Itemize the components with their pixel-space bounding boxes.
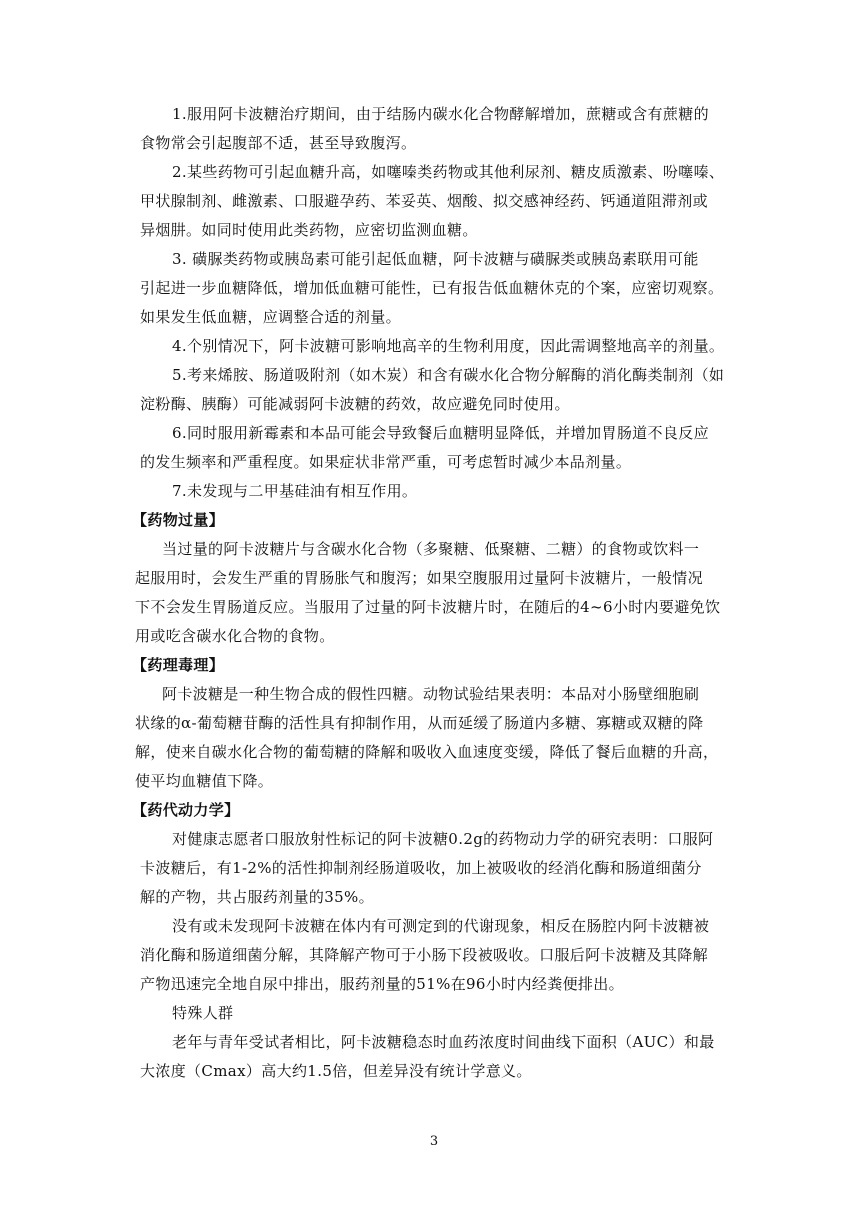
- text-line: 3. 磺脲类药物或胰岛素可能引起低血糖，阿卡波糖与磺脲类或胰岛素联用可能: [172, 250, 699, 268]
- text-line: 消化酶和肠道细菌分解，其降解产物可于小肠下段被吸收。口服后阿卡波糖及其降解: [140, 946, 708, 964]
- text-line: 用或吃含碳水化合物的食物。: [135, 627, 335, 645]
- subsection-label: 特殊人群: [172, 1004, 234, 1022]
- text-line: 的发生频率和严重程度。如果症状非常严重，可考虑暂时减少本品剂量。: [140, 453, 632, 471]
- text-line: 淀粉酶、胰酶）可能减弱阿卡波糖的药效，故应避免同时使用。: [140, 395, 570, 413]
- text-line: 5.考来烯胺、肠道吸附剂（如木炭）和含有碳水化合物分解酶的消化酶类制剂（如: [172, 366, 725, 384]
- section-heading: 【药代动力学】: [132, 801, 240, 819]
- text-line: 产物迅速完全地自尿中排出，服药剂量的51%在96小时内经粪便排出。: [140, 975, 624, 993]
- text-line: 使平均血糖值下降。: [135, 772, 274, 790]
- text-line: 状缘的α-葡萄糖苷酶的活性具有抑制作用，从而延缓了肠道内多糖、寡糖或双糖的降: [135, 714, 704, 732]
- text-line: 没有或未发现阿卡波糖在体内有可测定到的代谢现象，相反在肠腔内阿卡波糖被: [172, 917, 710, 935]
- text-line: 当过量的阿卡波糖片与含碳水化合物（多聚糖、低聚糖、二糖）的食物或饮料一: [162, 540, 700, 558]
- text-line: 甲状腺制剂、雌激素、口服避孕药、苯妥英、烟酸、拟交感神经药、钙通道阻滞剂或: [140, 192, 708, 210]
- text-line: 下不会发生胃肠道反应。当服用了过量的阿卡波糖片时，在随后的4~6小时内要避免饮: [135, 598, 721, 616]
- text-line: 阿卡波糖是一种生物合成的假性四糖。动物试验结果表明：本品对小肠壁细胞刷: [162, 685, 700, 703]
- text-line: 老年与青年受试者相比，阿卡波糖稳态时血药浓度时间曲线下面积（AUC）和最: [172, 1033, 715, 1051]
- text-line: 对健康志愿者口服放射性标记的阿卡波糖0.2g的药物动力学的研究表明：口服阿: [172, 830, 714, 848]
- text-line: 解的产物，共占服药剂量的35%。: [140, 888, 374, 906]
- text-line: 如果发生低血糖，应调整合适的剂量。: [140, 308, 401, 326]
- section-heading: 【药理毒理】: [132, 656, 225, 674]
- text-line: 大浓度（Cmax）高大约1.5倍，但差异没有统计学意义。: [140, 1062, 532, 1080]
- page-number: 3: [429, 1134, 439, 1149]
- text-line: 解，使来自碳水化合物的葡萄糖的降解和吸收入血速度变缓，降低了餐后血糖的升高，: [135, 743, 719, 761]
- section-heading: 【药物过量】: [132, 511, 225, 529]
- text-line: 4.个别情况下，阿卡波糖可影响地高辛的生物利用度，因此需调整地高辛的剂量。: [172, 337, 725, 355]
- text-line: 1.服用阿卡波糖治疗期间，由于结肠内碳水化合物酵解增加，蔗糖或含有蔗糖的: [172, 105, 709, 123]
- text-line: 7.未发现与二甲基硅油有相互作用。: [172, 482, 418, 500]
- text-line: 食物常会引起腹部不适，甚至导致腹泻。: [140, 134, 417, 152]
- text-line: 引起进一步血糖降低，增加低血糖可能性，已有报告低血糖休克的个案，应密切观察。: [140, 279, 724, 297]
- text-line: 起服用时，会发生严重的胃肠胀气和腹泻；如果空腹服用过量阿卡波糖片，一般情况: [135, 569, 703, 587]
- text-line: 卡波糖后，有1-2%的活性抑制剂经肠道吸收，加上被吸收的经消化酶和肠道细菌分: [140, 859, 702, 877]
- text-line: 6.同时服用新霉素和本品可能会导致餐后血糖明显降低，并增加胃肠道不良反应: [172, 424, 709, 442]
- text-line: 异烟肼。如同时使用此类药物，应密切监测血糖。: [140, 221, 478, 239]
- text-line: 2.某些药物可引起血糖升高，如噻嗪类药物或其他利尿剂、糖皮质激素、吩噻嗪、: [172, 163, 725, 181]
